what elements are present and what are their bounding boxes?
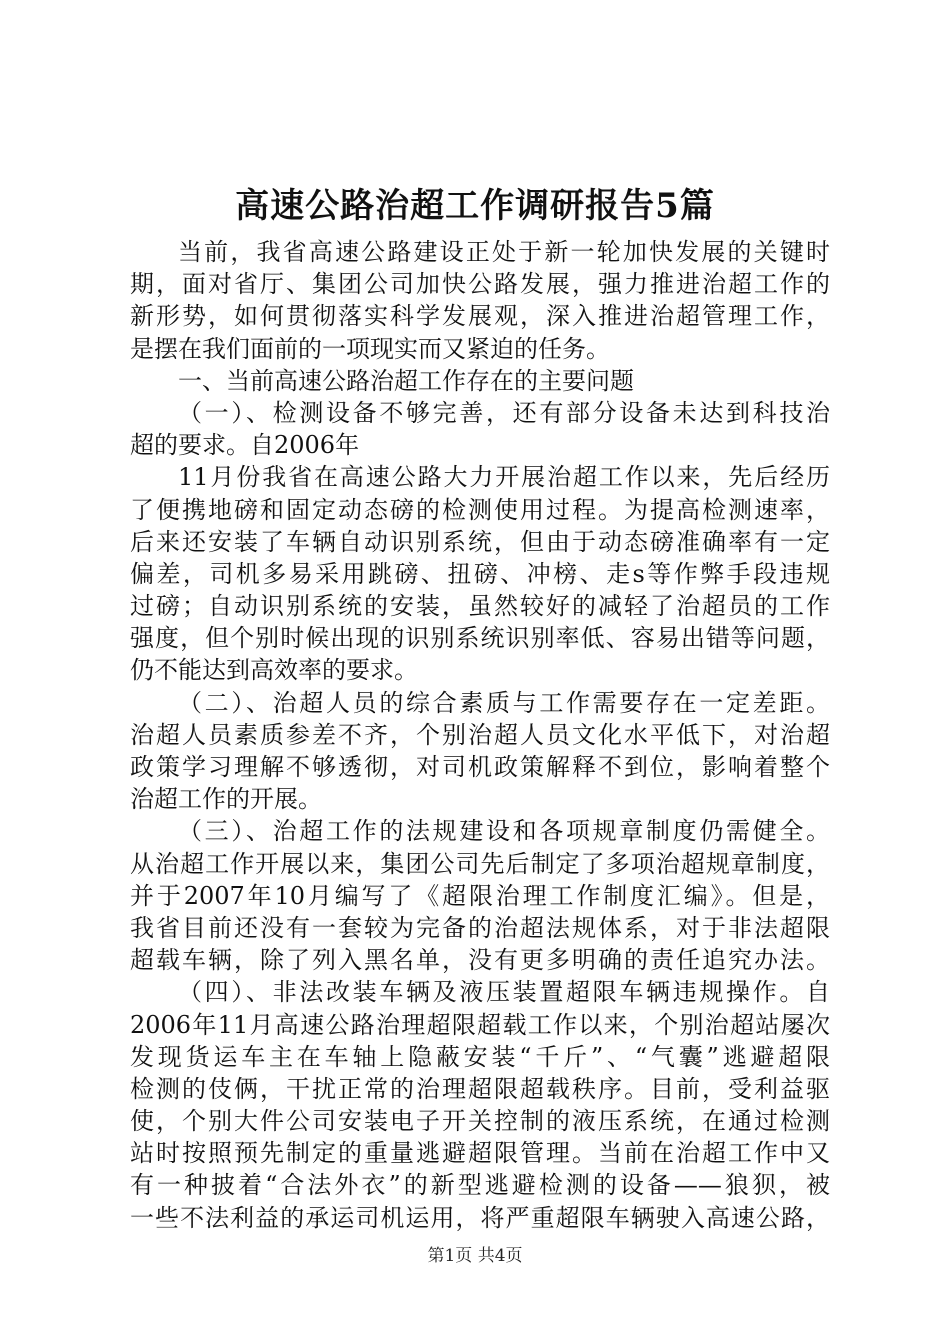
body-line: 发现货运车主在车轴上隐蔽安装“千斤”、“气囊”逃避超限: [130, 1042, 830, 1071]
body-line: 政策学习理解不够透彻，对司机政策解释不到位，影响着整个: [130, 753, 830, 781]
body-line: 2006年11月高速公路治理超限超载工作以来，个别治超站屡次: [130, 1010, 830, 1039]
document-title: 高速公路治超工作调研报告5篇: [235, 186, 715, 226]
body-line: 使，个别大件公司安装电子开关控制的液压系统，在通过检测: [130, 1107, 830, 1136]
body-line: 检测的伎俩，干扰正常的治理超限超载秩序。目前，受利益驱: [130, 1074, 830, 1103]
body-line: 治超人员素质参差不齐，个别治超人员文化水平低下，对治超: [130, 720, 830, 749]
body-line: 强度，但个别时候出现的识别系统识别率低、容易出错等问题，: [130, 624, 830, 653]
body-line: 超载车辆，除了列入黑名单，没有更多明确的责任追究办法。: [130, 946, 830, 975]
body-line: 当前，我省高速公路建设正处于新一轮加快发展的关键时: [178, 238, 830, 266]
body-line: 后来还安装了车辆自动识别系统，但由于动态磅准确率有一定: [130, 527, 830, 556]
body-line: 有一种披着“合法外衣”的新型逃避检测的设备——狼狈，被: [130, 1171, 830, 1200]
body-line: 11月份我省在高速公路大力开展治超工作以来，先后经历: [178, 463, 830, 492]
document-body: [130, 236, 830, 1234]
body-line: 是摆在我们面前的一项现实而又紧迫的任务。: [130, 334, 610, 363]
body-line: 一些不法利益的承运司机运用，将严重超限车辆驶入高速公路，: [130, 1203, 830, 1232]
body-line: 超的要求。自2006年: [130, 431, 360, 460]
body-line: 了便携地磅和固定动态磅的检测使用过程。为提高检测速率，: [130, 495, 830, 524]
body-line: 期，面对省厅、集团公司加快公路发展，强力推进治超工作的: [130, 270, 830, 299]
body-line: （四）、非法改装车辆及液压装置超限车辆违规操作。自: [178, 978, 830, 1007]
body-line: 新形势，如何贯彻落实科学发展观，深入推进治超管理工作，: [130, 302, 830, 331]
body-line: （三）、治超工作的法规建设和各项规章制度仍需健全。: [178, 817, 830, 846]
body-line: 站时按照预先制定的重量逃避超限管理。当前在治超工作中又: [130, 1139, 830, 1168]
section-heading: 一、当前高速公路治超工作存在的主要问题: [178, 366, 634, 395]
body-line: 偏差，司机多易采用跳磅、扭磅、冲榜、走s等作弊手段违规: [130, 559, 830, 588]
body-line: 过磅；自动识别系统的安装，虽然较好的减轻了治超员的工作: [130, 592, 830, 621]
body-line: 从治超工作开展以来，集团公司先后制定了多项治超规章制度，: [130, 849, 830, 878]
body-line: 并于2007年10月编写了《超限治理工作制度汇编》。但是，: [130, 881, 830, 910]
body-line: 仍不能达到高效率的要求。: [130, 656, 418, 685]
page-footer: 第1页 共4页: [427, 1246, 523, 1266]
body-line: 我省目前还没有一套较为完备的治超法规体系，对于非法超限: [130, 913, 830, 942]
body-line: （一）、检测设备不够完善，还有部分设备未达到科技治: [178, 398, 830, 427]
body-line: 治超工作的开展。: [130, 785, 322, 814]
body-line: （二）、治超人员的综合素质与工作需要存在一定差距。: [178, 688, 830, 717]
